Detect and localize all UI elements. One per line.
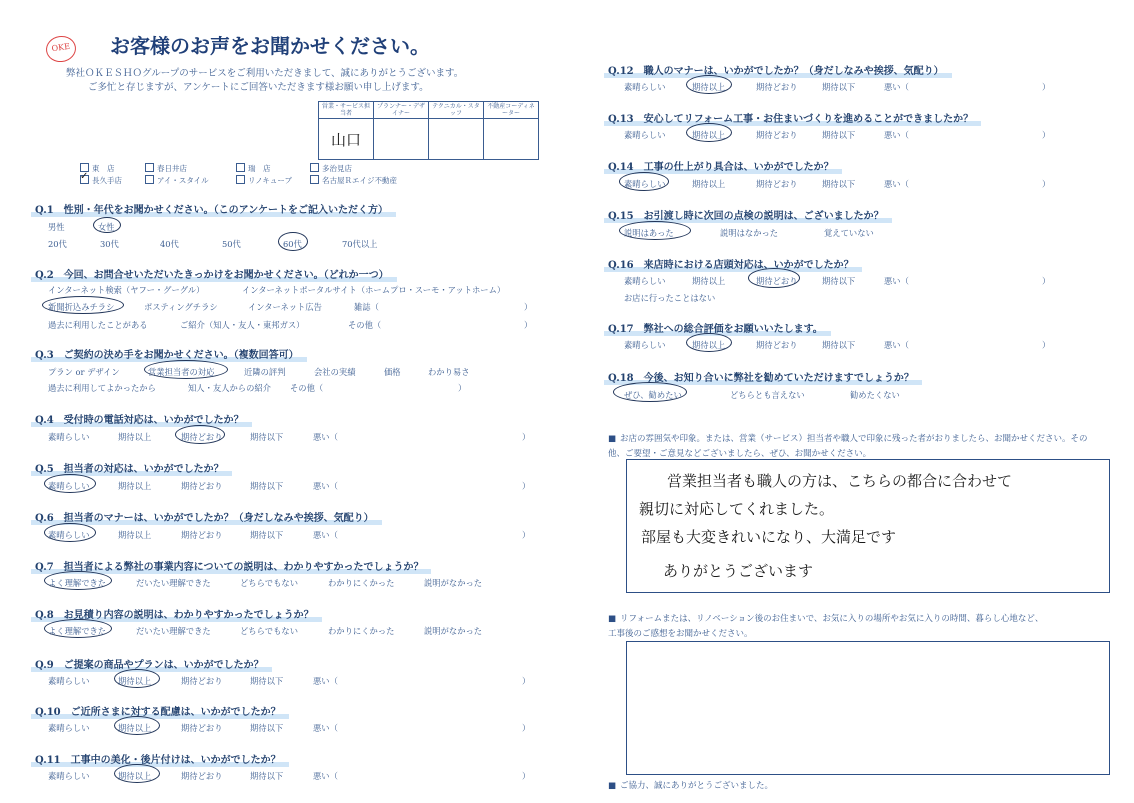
option[interactable]: 40代 [160, 239, 179, 249]
comment-prompt-text: リフォームまたは、リノベーション後のお住まいで、お気に入りの場所やお気に入りの時間、暮らし心地など、工事後のご感想をお聞かせください。 [608, 614, 1044, 639]
checkbox-icon [145, 175, 154, 184]
question-q10: Q.10 ご近所さまに対する配慮は、いかがでしたか？ [35, 703, 281, 718]
staff-cell[interactable] [374, 119, 429, 160]
comment-prompt-1 [608, 432, 1088, 462]
answer-circle [44, 571, 112, 590]
store-label: アイ・スタイル [157, 176, 209, 185]
option[interactable]: だいたい理解できた [136, 626, 211, 636]
store-label: 春日井店 [157, 164, 187, 173]
staff-header-realestate: 不動産コーディネーター [484, 102, 539, 119]
question-q7: Q.7 担当者による弊社の事業内容についての説明は、わかりやすかったでしょうか？ [35, 558, 423, 573]
option[interactable]: 期待どおり [181, 481, 223, 491]
option[interactable]: 説明はあった [624, 228, 674, 238]
option[interactable]: 期待以下 [822, 82, 856, 92]
option[interactable]: 期待以下 [822, 340, 856, 350]
option[interactable]: 男性 [48, 222, 65, 232]
option[interactable]: プラン or デザイン [48, 367, 120, 377]
option[interactable]: 悪い（ [884, 179, 909, 189]
question-q3: Q.3 ご契約の決め手をお聞かせください。（複数回答可） [35, 346, 299, 361]
store-option[interactable] [80, 175, 122, 186]
question-q8: Q.8 お見積り内容の説明は、わかりやすかったでしょうか？ [35, 606, 314, 621]
option: ） [524, 320, 533, 330]
option: ） [458, 383, 467, 393]
option[interactable]: 近隣の評判 [244, 367, 286, 377]
intro-line-1: 弊社ＯＫＥＳＨＯグループのサービスをご利用いただきまして、誠にありがとうございます。 [66, 68, 464, 79]
option[interactable]: 60代 [283, 239, 302, 249]
store-label: 長久手店 [92, 176, 122, 185]
option[interactable]: 30代 [100, 239, 119, 249]
option[interactable]: 期待どおり [756, 276, 798, 286]
checkbox-icon [310, 175, 319, 184]
checkbox-icon [310, 163, 319, 172]
option[interactable]: どちらとも言えない [730, 390, 805, 400]
option[interactable]: わかり易さ [428, 367, 470, 377]
option[interactable]: 悪い（ [884, 340, 909, 350]
option[interactable]: 期待以上 [118, 481, 152, 491]
option[interactable]: 悪い（ [313, 530, 338, 540]
answer-circle [278, 232, 308, 251]
option[interactable]: 勧めたくない [850, 390, 900, 400]
option[interactable]: ご紹介（知人・友人・東邦ガス） [180, 320, 305, 330]
closing-message [608, 779, 773, 794]
store-option[interactable] [310, 163, 352, 174]
option[interactable]: 会社の実績 [314, 367, 356, 377]
checkbox-checked-icon [80, 175, 89, 184]
store-label: 多治見店 [322, 164, 352, 173]
answer-circle [613, 382, 687, 402]
option[interactable]: 期待どおり [181, 432, 223, 442]
option[interactable]: 期待どおり [181, 676, 223, 686]
option[interactable]: だいたい理解できた [136, 578, 211, 588]
option[interactable]: インターネット検索（ヤフー・グーグル） [48, 285, 205, 295]
option[interactable]: 期待どおり [756, 179, 798, 189]
staff-header-planner: プランナー・デザイナー [374, 102, 429, 119]
option[interactable]: 覚えていない [824, 228, 874, 238]
option[interactable]: 素晴らしい [48, 432, 90, 442]
answer-circle [686, 333, 732, 352]
comment-prompt-2 [608, 612, 1048, 642]
option[interactable]: 素晴らしい [48, 676, 90, 686]
option[interactable]: 期待以上 [118, 771, 152, 781]
option[interactable]: 50代 [222, 239, 241, 249]
option[interactable]: 素晴らしい [624, 340, 666, 350]
option[interactable]: よく理解できた [48, 626, 107, 636]
option[interactable]: 悪い（ [884, 82, 909, 92]
option[interactable]: ポスティングチラシ [144, 302, 218, 312]
option[interactable]: ぜひ、勧めたい [624, 390, 682, 400]
answer-circle [748, 268, 800, 288]
staff-cell[interactable] [429, 119, 484, 160]
question-q15: Q.15 お引渡し時に次回の点検の説明は、ございましたか？ [608, 207, 884, 222]
question-q2: Q.2 今回、お問合せいただいたきっかけをお聞かせください。（どれか一つ） [35, 266, 389, 281]
staff-name-cell[interactable]: 山口 [319, 119, 374, 160]
answer-circle [686, 75, 732, 94]
comment-box-1[interactable] [626, 459, 1110, 593]
option[interactable]: 素晴らしい [48, 771, 90, 781]
question-q11: Q.11 工事中の美化・後片付けは、いかがでしたか？ [35, 751, 281, 766]
checkbox-icon [145, 163, 154, 172]
square-bullet-icon: ■ [608, 781, 617, 791]
option[interactable]: 期待以下 [250, 676, 284, 686]
answer-circle [175, 425, 225, 444]
option[interactable]: その他（ [348, 320, 382, 330]
option[interactable]: 20代 [48, 239, 67, 249]
handwritten-line: 営業担当者も職人の方は、こちらの都合に合わせて [667, 472, 1013, 490]
option[interactable]: 素晴らしい [48, 481, 90, 491]
option[interactable]: 素晴らしい [624, 179, 666, 189]
question-q1: Q.1 性別・年代をお聞かせください。（このアンケートをご記入いただく方） [35, 201, 388, 216]
intro-line-2: ご多忙と存じますが、アンケートにご回答いただきます様お願い申し上げます。 [88, 82, 429, 93]
option: ） [522, 432, 531, 442]
option[interactable]: 知人・友人からの紹介 [188, 383, 271, 393]
option[interactable]: 雑誌（ [354, 302, 379, 312]
option: ） [1042, 179, 1051, 189]
option[interactable]: 悪い（ [313, 723, 338, 733]
option[interactable]: その他（ [290, 383, 324, 393]
option[interactable]: よく理解できた [48, 578, 107, 588]
option[interactable]: インターネット広告 [248, 302, 322, 312]
answer-circle [44, 474, 96, 493]
option[interactable]: 期待以下 [250, 771, 284, 781]
question-q16: Q.16 来店時における店頭対応は、いかがでしたか？ [608, 256, 854, 271]
option[interactable]: 素晴らしい [48, 530, 90, 540]
answer-circle [93, 217, 121, 233]
option[interactable]: わかりにくかった [328, 578, 395, 588]
option[interactable]: 素晴らしい [624, 276, 666, 286]
option[interactable]: 期待どおり [756, 340, 798, 350]
store-option[interactable] [145, 163, 187, 174]
question-q12: Q.12 職人のマナーは、いかがでしたか？（身だしなみや挨拶、気配り） [608, 62, 944, 77]
option: ） [522, 530, 531, 540]
comment-prompt-text: お店の雰囲気や印象。または、営業（サービス）担当者や職人で印象に残った者がおりましたら、お聞かせください。その他、ご要望・ご意見などございましたら、ぜひ、お聞かせください。 [608, 434, 1088, 459]
option: ） [1042, 130, 1051, 140]
staff-table [318, 101, 539, 160]
option[interactable]: 悪い（ [313, 676, 338, 686]
checkbox-icon [236, 175, 245, 184]
option[interactable]: 期待以下 [250, 432, 284, 442]
option[interactable]: 期待以上 [692, 130, 726, 140]
option[interactable]: お店に行ったことはない [624, 293, 716, 303]
option[interactable]: 価格 [384, 367, 401, 377]
option[interactable]: 期待どおり [756, 130, 798, 140]
option[interactable]: 期待以上 [692, 179, 726, 189]
option: ） [522, 771, 531, 781]
option[interactable]: 説明がなかった [424, 626, 483, 636]
question-q14: Q.14 工事の仕上がり具合は、いかがでしたか？ [608, 158, 834, 173]
question-q6: Q.6 担当者のマナーは、いかがでしたか？（身だしなみや挨拶、気配り） [35, 509, 374, 524]
option[interactable]: 素晴らしい [624, 130, 666, 140]
option[interactable]: 期待以下 [822, 179, 856, 189]
option[interactable]: どちらでもない [240, 578, 298, 588]
square-bullet-icon: ■ [608, 614, 617, 624]
option[interactable]: わかりにくかった [328, 626, 395, 636]
staff-header-technical: テクニカル・スタッフ [429, 102, 484, 119]
option: ） [522, 723, 531, 733]
question-q4: Q.4 受付時の電話対応は、いかがでしたか？ [35, 411, 244, 426]
option: ） [522, 676, 531, 686]
option[interactable]: 新聞折込みチラシ [48, 302, 115, 312]
store-option[interactable] [310, 175, 397, 186]
option[interactable]: 説明がなかった [424, 578, 483, 588]
store-label: 東 店 [92, 164, 115, 173]
question-q17: Q.17 弊社への総合評価をお願いいたします。 [608, 320, 823, 335]
answer-circle [44, 523, 96, 542]
answer-circle [114, 716, 160, 735]
option: ） [1042, 340, 1051, 350]
option[interactable]: 期待以上 [118, 676, 152, 686]
staff-header-sales: 営業・サービス担当者 [319, 102, 374, 119]
answer-circle [619, 172, 669, 191]
option[interactable]: 営業担当者の対応 [148, 367, 215, 377]
option[interactable]: 期待どおり [756, 82, 798, 92]
closing-text: ご協力、誠にありがとうございました。 [620, 781, 774, 791]
handwritten-line: ありがとうございます [663, 562, 814, 580]
store-option[interactable] [145, 175, 209, 186]
option[interactable]: 過去に利用したことがある [48, 320, 148, 330]
option[interactable]: 期待以上 [692, 340, 726, 350]
question-q9: Q.9 ご提案の商品やプランは、いかがでしたか？ [35, 656, 264, 671]
store-label: 名古屋Ｒエイジ不動産 [322, 176, 397, 185]
option[interactable]: 期待どおり [181, 771, 223, 781]
option[interactable]: 説明はなかった [720, 228, 779, 238]
option[interactable]: 期待以下 [250, 723, 284, 733]
option[interactable]: 期待どおり [181, 530, 223, 540]
comment-box-2[interactable] [626, 641, 1110, 775]
store-option[interactable] [236, 163, 271, 174]
answer-circle [619, 221, 691, 240]
option: ） [1042, 82, 1051, 92]
option[interactable]: 期待以上 [118, 723, 152, 733]
option[interactable]: 期待以上 [692, 82, 726, 92]
handwritten-line: 親切に対応してくれました。 [639, 500, 835, 518]
store-option[interactable] [236, 175, 292, 186]
store-label: 瑞 店 [248, 164, 271, 173]
answer-circle [686, 123, 732, 142]
option[interactable]: 期待以下 [250, 530, 284, 540]
option[interactable]: 素晴らしい [624, 82, 666, 92]
page-title: お客様のお声をお聞かせください。 [110, 34, 430, 58]
option: ） [1042, 276, 1051, 286]
option: ） [522, 481, 531, 491]
question-q5: Q.5 担当者の対応は、いかがでしたか？ [35, 460, 224, 475]
option[interactable]: 期待以上 [118, 530, 152, 540]
answer-circle [114, 669, 160, 688]
answer-circle [114, 764, 160, 783]
option[interactable]: 悪い（ [313, 481, 338, 491]
option[interactable]: 悪い（ [313, 432, 338, 442]
option[interactable]: 女性 [98, 222, 115, 232]
answer-circle [144, 360, 228, 379]
option[interactable]: 悪い（ [884, 276, 909, 286]
option[interactable]: 期待以上 [692, 276, 726, 286]
option[interactable]: 期待以下 [822, 276, 856, 286]
option[interactable]: 悪い（ [884, 130, 909, 140]
option[interactable]: 悪い（ [313, 771, 338, 781]
option[interactable]: インターネットポータルサイト（ホームプロ・スーモ・アットホーム） [242, 285, 506, 295]
option[interactable]: どちらでもない [240, 626, 298, 636]
question-q18: Q.18 今後、お知り合いに弊社を勧めていただけますでしょうか？ [608, 369, 914, 384]
question-q13: Q.13 安心してリフォーム工事・お住まいづくりを進めることができましたか？ [608, 110, 973, 125]
square-bullet-icon: ■ [608, 434, 617, 444]
company-seal: OKE [44, 34, 77, 64]
answer-circle [44, 619, 112, 638]
option[interactable]: 過去に利用してよかったから [48, 383, 156, 393]
answer-circle [42, 296, 124, 314]
option[interactable]: 期待以下 [250, 481, 284, 491]
option: ） [524, 302, 533, 312]
option[interactable]: 期待以下 [822, 130, 856, 140]
staff-cell[interactable] [484, 119, 539, 160]
option[interactable]: 期待どおり [181, 723, 223, 733]
option[interactable]: 70代以上 [342, 239, 378, 249]
handwritten-line: 部屋も大変きれいになり、大満足です [641, 528, 897, 546]
option[interactable]: 素晴らしい [48, 723, 90, 733]
option[interactable]: 期待以上 [118, 432, 152, 442]
store-label: リノキューブ [248, 176, 293, 185]
checkbox-icon [236, 163, 245, 172]
